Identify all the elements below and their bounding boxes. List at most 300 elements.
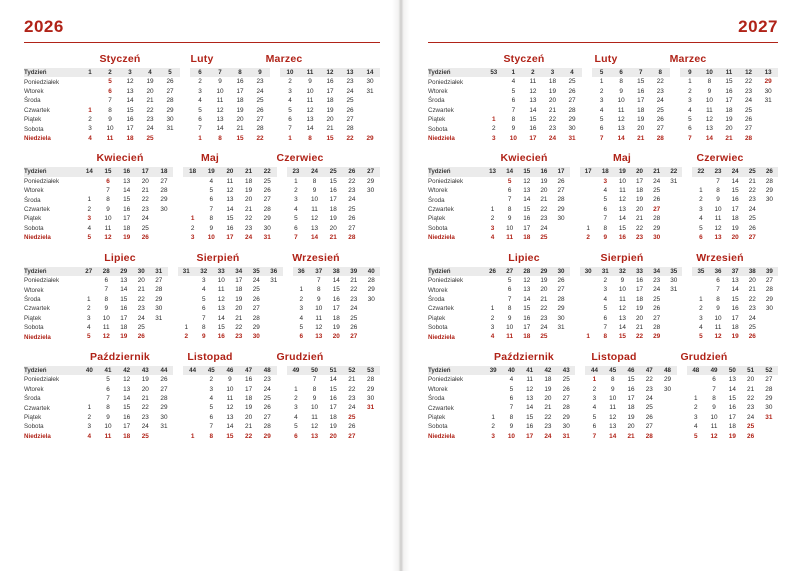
- day-number: 15: [731, 187, 739, 195]
- day-number: 27: [765, 276, 773, 284]
- week-number: 22: [692, 167, 709, 176]
- day-number: 18: [245, 394, 253, 402]
- day-number: 21: [544, 404, 552, 412]
- day-number: 15: [123, 196, 131, 204]
- day-label: Wtorek: [428, 286, 448, 294]
- day-number: 19: [329, 423, 337, 431]
- week-number-row: [24, 167, 380, 176]
- gap-cell: [173, 195, 183, 204]
- day-number: 26: [348, 423, 356, 431]
- day-number: 14: [731, 177, 739, 185]
- day-number: 12: [617, 116, 625, 124]
- week-number: 53: [361, 366, 380, 375]
- day-number: 15: [523, 205, 531, 213]
- day-label: Piątek: [428, 314, 446, 322]
- week-number: 28: [98, 267, 116, 276]
- day-number: [484, 285, 501, 294]
- day-number: 21: [627, 432, 635, 440]
- day-label: Czwartek: [24, 206, 50, 214]
- gap-cell: [168, 295, 178, 304]
- day-label: Poniedziałek: [428, 376, 464, 384]
- gap-cell: [582, 106, 592, 115]
- day-number: 10: [618, 286, 626, 294]
- gap-cell: [682, 233, 692, 242]
- week-number: 36: [293, 267, 311, 276]
- day-number: 5: [509, 385, 514, 393]
- year-label: 2026: [24, 17, 64, 36]
- day-number: 3: [209, 385, 214, 393]
- gap-cell: [277, 422, 287, 431]
- day-number: 27: [765, 376, 773, 384]
- day-number: 29: [764, 78, 772, 86]
- day-row: [428, 124, 778, 133]
- day-number: 15: [725, 78, 733, 86]
- day-number: [178, 295, 196, 304]
- day-number: 22: [235, 323, 243, 331]
- day-number: 25: [568, 78, 576, 86]
- gap-cell: [682, 332, 692, 341]
- day-number: [484, 385, 502, 394]
- day-number: 20: [245, 413, 253, 421]
- day-number: 25: [747, 423, 755, 431]
- day-number: 29: [663, 376, 672, 384]
- day-number: 23: [540, 215, 548, 223]
- day-number: [80, 77, 100, 86]
- day-number: 20: [329, 224, 337, 232]
- day-number: [155, 432, 174, 441]
- week-label: Tydzień: [24, 68, 80, 77]
- day-label: Sobota: [428, 125, 448, 133]
- week-number: 11: [300, 68, 320, 77]
- gap-cell: [570, 195, 580, 204]
- gap-cell: [570, 167, 580, 176]
- week-number: 35: [248, 267, 266, 276]
- day-number: 19: [725, 116, 733, 124]
- month-title-row: [24, 53, 380, 65]
- day-number: 24: [653, 286, 661, 294]
- day-label: Piątek: [24, 314, 42, 322]
- day-number: 13: [315, 333, 323, 341]
- day-number: 12: [310, 215, 319, 223]
- day-number: 25: [346, 97, 354, 105]
- day-number: 8: [106, 196, 110, 204]
- day-number: 4: [86, 323, 91, 331]
- gap-cell: [682, 167, 692, 176]
- day-number: [363, 304, 381, 313]
- week-number: 44: [585, 366, 603, 375]
- day-number: 7: [209, 205, 214, 213]
- gap-cell: [682, 314, 692, 323]
- day-number: 7: [104, 286, 109, 294]
- day-number: 29: [367, 286, 375, 294]
- day-number: 21: [747, 385, 755, 393]
- day-number: [80, 385, 99, 394]
- day-number: 20: [540, 286, 548, 294]
- day-number: 6: [198, 116, 202, 124]
- day-number: 6: [209, 196, 214, 204]
- day-number: [178, 276, 196, 285]
- day-label: Środa: [24, 196, 41, 204]
- day-number: 17: [123, 423, 131, 431]
- day-number: [761, 314, 778, 323]
- day-label: Sobota: [24, 423, 44, 431]
- day-number: 17: [731, 205, 739, 213]
- quarter-block: [428, 351, 778, 441]
- day-number: 22: [636, 333, 644, 341]
- day-number: [265, 314, 283, 323]
- day-number: 11: [506, 234, 514, 242]
- day-number: 8: [308, 134, 312, 142]
- day-number: [658, 432, 676, 441]
- day-number: 9: [312, 187, 317, 195]
- day-number: 20: [540, 187, 548, 195]
- week-number: 18: [155, 167, 174, 176]
- day-number: 5: [299, 323, 304, 331]
- day-number: 24: [544, 432, 552, 440]
- day-number: [361, 195, 380, 204]
- week-number: 21: [239, 167, 258, 176]
- day-number: 26: [653, 305, 661, 313]
- day-number: 13: [523, 187, 531, 195]
- day-number: 1: [592, 376, 597, 384]
- day-number: 25: [146, 134, 154, 142]
- day-number: 21: [548, 106, 557, 114]
- day-number: 3: [198, 87, 202, 95]
- week-number: 53: [484, 68, 504, 77]
- week-number: 20: [221, 167, 240, 176]
- day-number: [665, 186, 682, 195]
- gap-cell: [570, 177, 580, 186]
- day-row: [428, 422, 778, 431]
- day-number: [580, 195, 597, 204]
- day-number: 26: [568, 87, 576, 95]
- day-number: 15: [332, 286, 340, 294]
- day-number: 14: [523, 295, 531, 303]
- day-number: 11: [506, 333, 514, 341]
- day-number: 12: [226, 187, 234, 195]
- day-number: 22: [645, 376, 653, 384]
- day-number: 4: [288, 97, 292, 105]
- day-number: 30: [765, 196, 773, 204]
- day-number: 1: [586, 224, 590, 232]
- day-number: 9: [308, 78, 312, 86]
- month-title: Maj: [612, 152, 632, 165]
- day-row: [24, 276, 380, 285]
- day-number: [293, 276, 311, 285]
- day-number: 28: [653, 215, 661, 223]
- gap-cell: [283, 295, 293, 304]
- day-number: 6: [509, 394, 514, 402]
- month-title: Sierpień: [196, 251, 240, 264]
- day-number: 8: [209, 432, 214, 440]
- gap-cell: [682, 224, 692, 233]
- day-number: 11: [216, 97, 224, 105]
- day-label: Wtorek: [24, 187, 44, 195]
- day-number: 21: [748, 177, 756, 185]
- day-number: 23: [146, 116, 154, 124]
- week-number: 8: [651, 68, 671, 77]
- day-number: 30: [670, 276, 678, 284]
- day-number: 19: [123, 234, 131, 242]
- day-number: 6: [699, 234, 703, 242]
- day-number: 25: [252, 286, 260, 294]
- day-number: 13: [618, 314, 626, 322]
- quarter-table: [428, 167, 778, 242]
- day-number: [658, 413, 676, 422]
- month-title: Styczeń: [99, 53, 141, 65]
- day-label: Wtorek: [24, 286, 44, 294]
- day-number: 23: [350, 295, 358, 303]
- gap-cell: [173, 403, 183, 412]
- gap-cell: [173, 366, 183, 375]
- day-number: 20: [637, 125, 645, 133]
- day-number: 26: [656, 116, 664, 124]
- day-number: 23: [653, 276, 661, 284]
- week-number-row: [24, 267, 380, 276]
- week-number: 40: [80, 366, 99, 375]
- day-number: 20: [332, 333, 340, 341]
- day-number: 18: [544, 376, 552, 384]
- day-number: 21: [636, 215, 644, 223]
- gap-cell: [173, 432, 183, 441]
- day-number: 8: [507, 205, 512, 213]
- day-number: 29: [252, 323, 260, 331]
- day-number: 2: [586, 234, 590, 242]
- gap-cell: [277, 385, 287, 394]
- day-number: 21: [348, 376, 356, 384]
- month-title: Marzec: [265, 53, 303, 65]
- day-number: 15: [226, 215, 234, 223]
- day-number: 30: [367, 394, 375, 402]
- day-row: [24, 385, 380, 394]
- day-number: 11: [617, 106, 625, 114]
- day-number: [265, 285, 283, 294]
- day-number: [80, 177, 99, 186]
- day-number: [761, 224, 778, 233]
- day-number: 30: [764, 87, 772, 95]
- day-number: 7: [106, 394, 110, 402]
- week-number: 36: [265, 267, 283, 276]
- day-number: 3: [294, 404, 298, 412]
- day-number: 25: [645, 404, 653, 412]
- week-number: 29: [535, 267, 552, 276]
- day-number: 17: [731, 314, 739, 322]
- day-number: 1: [288, 134, 292, 142]
- day-number: 13: [123, 177, 131, 185]
- day-number: 29: [166, 106, 174, 114]
- day-number: 7: [599, 134, 604, 142]
- week-number: 14: [501, 167, 518, 176]
- day-number: 4: [209, 177, 214, 185]
- day-number: 30: [562, 423, 570, 431]
- day-number: 6: [201, 305, 206, 313]
- day-number: 2: [86, 305, 91, 313]
- day-number: 27: [348, 224, 356, 232]
- week-label: Tydzień: [428, 267, 484, 276]
- day-number: 17: [226, 234, 234, 242]
- day-number: 11: [526, 376, 533, 384]
- day-number: 18: [523, 234, 531, 242]
- gap-cell: [270, 124, 280, 133]
- day-number: 11: [104, 224, 112, 232]
- week-number: 45: [604, 366, 622, 375]
- day-number: 6: [209, 413, 214, 421]
- day-row: [428, 413, 778, 422]
- gap-cell: [180, 87, 190, 96]
- day-number: 25: [141, 432, 149, 440]
- gap-cell: [582, 96, 592, 105]
- day-row: [428, 332, 778, 341]
- gap-cell: [570, 214, 580, 223]
- day-number: 14: [529, 106, 537, 114]
- day-row: [24, 96, 380, 105]
- day-number: 6: [716, 276, 720, 284]
- week-number: 4: [140, 68, 160, 77]
- day-number: 25: [653, 295, 661, 303]
- day-number: 22: [747, 394, 755, 402]
- day-number: [183, 205, 202, 214]
- day-number: 7: [209, 423, 214, 431]
- week-number: 14: [80, 167, 99, 176]
- day-number: 10: [226, 385, 234, 393]
- day-number: 1: [599, 78, 604, 86]
- day-number: 10: [507, 432, 515, 440]
- month-title: Grudzień: [680, 350, 728, 363]
- day-label: Niedziela: [428, 234, 455, 242]
- day-row: [24, 224, 380, 233]
- day-number: 3: [694, 413, 698, 421]
- gap-cell: [277, 167, 287, 176]
- gap-cell: [277, 177, 287, 186]
- day-number: 23: [256, 78, 264, 86]
- day-number: 23: [548, 125, 557, 133]
- day-number: 13: [609, 423, 617, 431]
- gap-cell: [570, 267, 580, 276]
- day-number: 5: [106, 376, 110, 384]
- day-number: 21: [350, 276, 358, 284]
- gap-cell: [570, 304, 580, 313]
- day-number: 19: [627, 413, 635, 421]
- day-number: 20: [137, 276, 145, 284]
- gap-cell: [283, 304, 293, 313]
- day-number: [155, 224, 174, 233]
- gap-cell: [582, 115, 592, 124]
- day-number: 17: [526, 432, 534, 440]
- day-number: 13: [728, 376, 736, 384]
- month-title: Listopad: [187, 350, 233, 363]
- day-number: 9: [707, 87, 712, 95]
- day-number: 11: [226, 177, 234, 185]
- day-number: 30: [557, 215, 565, 223]
- week-number: 18: [183, 167, 202, 176]
- gap-cell: [180, 68, 190, 77]
- day-number: 2: [88, 116, 92, 124]
- day-number: 22: [540, 205, 548, 213]
- page-right: [400, 0, 800, 571]
- day-number: 28: [160, 394, 168, 402]
- day-number: 14: [120, 286, 128, 294]
- day-number: 2: [688, 87, 692, 95]
- day-number: 30: [663, 385, 672, 393]
- day-number: 5: [699, 333, 703, 341]
- day-number: 6: [104, 276, 109, 284]
- day-number: [665, 233, 682, 242]
- day-number: 12: [306, 106, 314, 114]
- day-number: 29: [568, 116, 576, 124]
- gap-cell: [682, 205, 692, 214]
- day-number: 6: [507, 286, 512, 294]
- gap-cell: [173, 177, 183, 186]
- day-number: 13: [226, 196, 234, 204]
- day-number: 28: [562, 404, 570, 412]
- day-number: 2: [490, 314, 495, 322]
- day-number: 25: [137, 323, 145, 331]
- day-row: [428, 106, 778, 115]
- day-number: 13: [526, 394, 534, 402]
- day-number: 19: [636, 305, 644, 313]
- day-number: 11: [619, 187, 626, 195]
- day-row: [428, 195, 778, 204]
- day-number: 9: [511, 125, 516, 133]
- day-number: [484, 375, 502, 384]
- day-label: Poniedziałek: [24, 78, 60, 86]
- day-number: 18: [120, 323, 128, 331]
- day-number: [580, 276, 597, 285]
- day-number: 16: [329, 187, 337, 195]
- week-number: 46: [622, 366, 640, 375]
- day-number: 19: [141, 376, 149, 384]
- day-number: [155, 233, 174, 242]
- week-number: 15: [518, 167, 535, 176]
- day-number: 7: [201, 314, 206, 322]
- day-row: [24, 432, 380, 441]
- day-number: 5: [603, 196, 608, 204]
- day-number: 19: [120, 333, 128, 341]
- day-number: 19: [636, 196, 644, 204]
- day-number: [484, 177, 501, 186]
- day-number: 4: [88, 134, 92, 142]
- day-number: 1: [190, 432, 195, 440]
- day-number: 18: [123, 224, 131, 232]
- day-row: [24, 323, 380, 332]
- day-number: 20: [748, 276, 756, 284]
- day-number: 16: [326, 78, 334, 86]
- day-number: 27: [160, 385, 168, 393]
- gap-cell: [677, 394, 687, 403]
- day-number: 18: [548, 78, 557, 86]
- month-title-row: [24, 252, 380, 264]
- day-number: 12: [217, 295, 225, 303]
- day-number: 20: [627, 423, 635, 431]
- week-number-row: [24, 366, 380, 375]
- title-spacer: [24, 152, 80, 164]
- gap-cell: [670, 134, 680, 143]
- day-number: 30: [155, 305, 163, 313]
- gap-cell: [570, 233, 580, 242]
- day-number: 6: [688, 125, 692, 133]
- day-number: [761, 332, 778, 341]
- day-number: 4: [694, 423, 698, 431]
- day-number: 23: [141, 413, 149, 421]
- day-number: 16: [523, 314, 531, 322]
- gap-cell: [682, 214, 692, 223]
- day-number: 1: [87, 196, 92, 204]
- gap-cell: [677, 422, 687, 431]
- day-number: 12: [523, 276, 531, 284]
- day-number: 27: [562, 394, 570, 402]
- day-number: 19: [637, 116, 645, 124]
- gap-cell: [575, 403, 585, 412]
